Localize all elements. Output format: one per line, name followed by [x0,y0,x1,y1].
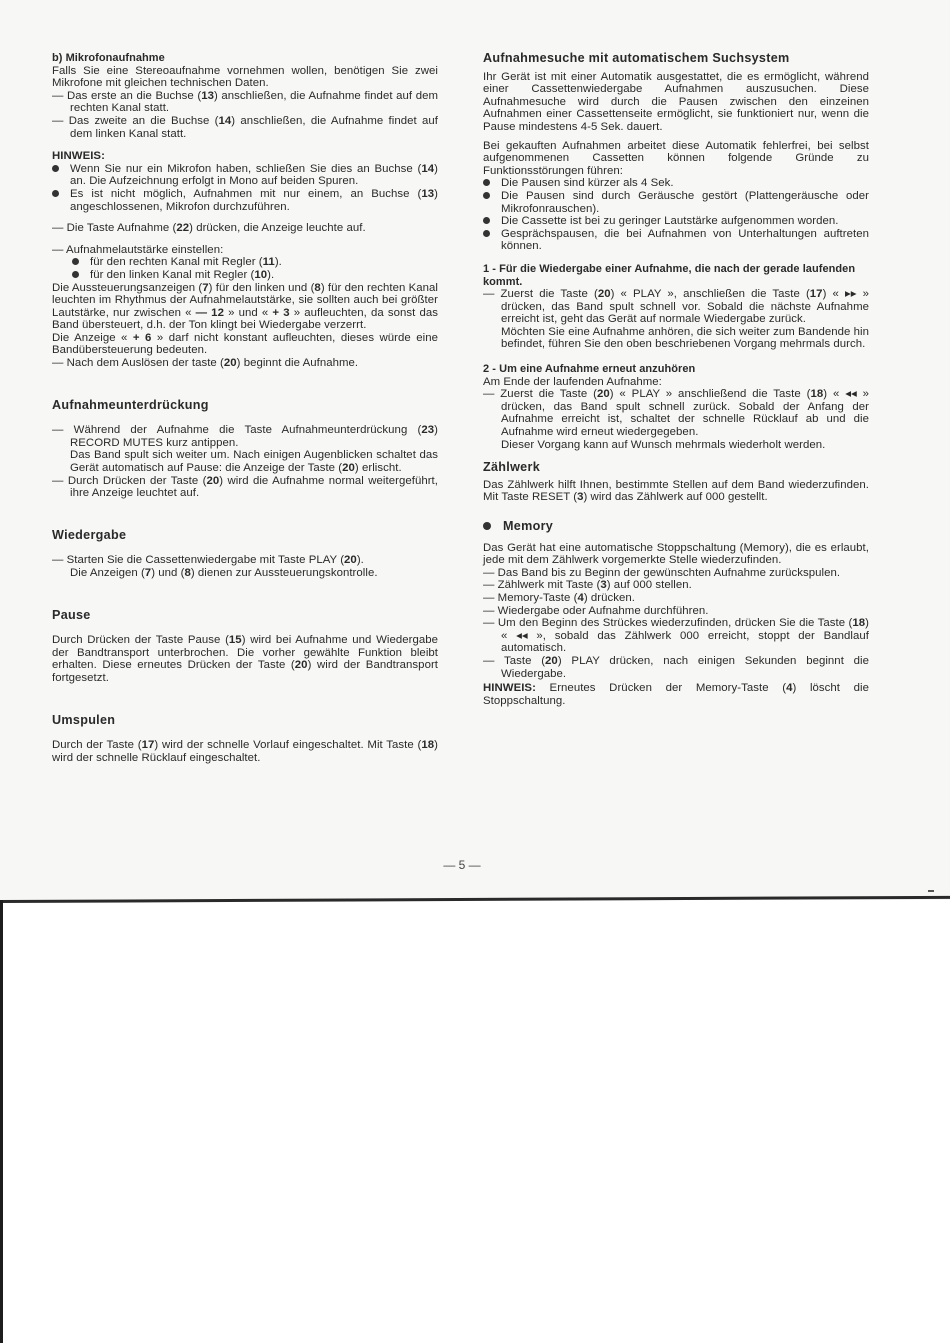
section-title-mikrofonaufnahme: b) Mikrofonaufnahme [52,52,165,64]
paragraph: Das Band spult sich weiter um. Nach einigen Augenblicken schaltet das Gerät automatisch auf Pause: die Anzeige der Taste (20) erlischt. [70,449,438,475]
paragraph: Am Ende der laufenden Aufnahme: [483,375,662,388]
paragraph: Das Zählwerk hilft Ihnen, bestimmte Stellen auf dem Band wiederzufinden. Mit Taste RESET (3) wird das Zählwerk auf 000 gestellt. [483,478,869,504]
paragraph: Das Gerät hat eine automatische Stoppschaltung (Memory), die es erlaubt, jede mit dem Zählwerk vorgemerkte Stelle wiederzufinden. [483,541,869,567]
list-item: — Taste (20) PLAY drücken, nach einigen Sekunden beginnt die Wiedergabe. [483,654,870,680]
list-item: — Nach dem Auslösen der taste (20) beginnt die Aufnahme. [52,357,359,370]
section-title-aufnahmeunterdrueckung: Aufnahmeunterdrückung [52,397,209,412]
paragraph: Die Anzeigen (7) und (8) dienen zur Aussteuerungskontrolle. [70,567,378,579]
section-title-wiedergabe: Wiedergabe [52,527,127,542]
bullet-icon [483,192,490,199]
section-title-pause: Pause [52,607,91,622]
section-title-aufnahmesuche: Aufnahmesuche mit automatischem Suchsystem [483,51,790,65]
bullet-icon [483,522,491,530]
list-item: — Zuerst die Taste (20) « PLAY », anschließen die Taste (17) « ▸▸ » drücken, das Band spult schnell vor. Sobald die nächste Aufnahme erreicht ist, geht das Gerät auf normale Wiedergabe zurück. [483,288,869,326]
list-item: — Um den Beginn des Strückes wiederzufinden, drücken Sie die Taste (18) « ◂◂ », sobald das Zählwerk 000 erreicht, stoppt der Bandlauf automatisch. [483,617,869,655]
list-item: Wenn Sie nur ein Mikrofon haben, schließen Sie dies an Buchse (14) an. Die Aufzeichnung erfolgt in Mono auf beiden Spuren. [52,163,438,188]
paragraph: Dieser Vorgang kann auf Wunsch mehrmals wiederholt werden. [501,438,826,451]
list-item: — Zählwerk mit Taste (3) auf 000 stellen. [483,579,692,592]
list-item: Die Pausen sind kürzer als 4 Sek. [483,177,869,190]
list-item: — Wiedergabe oder Aufnahme durchführen. [483,604,709,617]
list-item: Die Cassette ist bei zu geringer Lautstärke aufgenommen worden. [483,215,869,228]
bullet-icon [483,230,490,237]
paragraph: Die Aussteuerungsanzeigen (7) für den linken und (8) für den rechten Kanal leuchten im Rhythmus der Aufnahmelautstärke, sie sollten auch bei größter Lautstärke, nur zwischen « — 12 » und « + 3 » aufleuchten, da sonst das Band übersteuert, d.h. der Ton klingt bei Wiedergabe verzerrt. [52,281,439,332]
list-item: für den rechten Kanal mit Regler (11). [52,256,438,269]
paragraph: Möchten Sie eine Aufnahme anhören, die sich weiter zum Bandende hin befindet, führen Sie den oben beschriebenen Vorgang mehrmals durch. [501,325,869,351]
paragraph: Durch der Taste (17) wird der schnelle Vorlauf eingeschaltet. Mit Taste (18) wird der schnelle Rücklauf eingeschaltet. [52,739,438,764]
list-item: — Starten Sie die Cassettenwiedergabe mit Taste PLAY (20). [52,554,364,567]
bullet-icon [483,217,490,224]
section-title-zaehlwerk: Zählwerk [483,460,540,475]
list-item: — Zuerst die Taste (20) « PLAY » anschließend die Taste (18) « ◂◂ » drücken, das Band spult schnell zurück. Sobald der Anfang der Aufnahme erreicht ist, schaltet der schnelle Rücklauf ab und die Aufnahme wird erneut wiedergegeben. [483,388,869,439]
list-item: — Das Band bis zu Beginn der gewünschten Aufnahme zurückspulen. [483,566,841,579]
page-number: — 5 — [443,858,481,872]
paragraph: Falls Sie eine Stereoaufnahme vornehmen wollen, benötigen Sie zwei Mikrofone mit gleichen technischen Daten. [52,64,438,90]
list-item: — Die Taste Aufnahme (22) drücken, die Anzeige leuchte auf. [52,222,366,235]
list-item: — Das erste an die Buchse (13) anschließen, die Aufnahme findet auf dem rechten Kanal statt. [52,89,438,115]
list-item: — Durch Drücken der Taste (20) wird die Aufnahme normal weitergeführt, ihre Anzeige leuchtet auf. [52,474,438,500]
list-item: — Memory-Taste (4) drücken. [483,591,636,604]
page-edge-left [0,900,3,1343]
list-item: Es ist nicht möglich, Aufnahmen mit nur einem, an Buchse (13) angeschlossenen, Mikrofon durchzuführen. [52,188,438,213]
paragraph: Ihr Gerät ist mit einer Automatik ausgestattet, die es ermöglicht, während einer Cassettenwiedergabe Aufnahmen auszusuchen. Diese Aufnahmesuche wird durch die Pausen zwischen den einzeinen Aufnahmen einer Cassettenseite ermöglicht, sie funktioniert nur, wenn die Pause mindestens 4-5 Sek. dauert. [483,70,869,133]
list-item: Gesprächspausen, die bei Aufnahmen von Unterhaltungen auftreten können. [483,228,869,253]
scan-mark [928,890,934,892]
bullet-icon [72,271,79,278]
subsection-title: 2 - Um eine Aufnahme erneut anzuhören [483,363,696,376]
paragraph: Durch Drücken der Taste Pause (15) wird bei Aufnahme und Wiedergabe der Bandtransport unterbrochen. Die vorher gewählte Funktion bleibt erhalten. Diese erneutes Drücken der Taste (20) wird der Bandtransport fortgesetzt. [52,634,439,684]
list-item: Die Pausen sind durch Geräusche gestört (Plattengeräusche oder Mikrofonrauschen). [483,190,869,215]
bullet-icon [52,165,59,172]
section-title-memory: Memory [483,520,869,533]
bullet-icon [52,190,59,197]
note-label: HINWEIS: [52,150,105,163]
left-column [52,52,438,764]
section-title-umspulen: Umspulen [52,712,116,727]
list-item: — Während der Aufnahme die Taste Aufnahmeunterdrückung (23) RECORD MUTES kurz antippen. [52,424,438,449]
subsection-title: 1 - Für die Wiedergabe einer Aufnahme, die nach der gerade laufenden kommt. [483,262,856,288]
list-item: — Aufnahmelautstärke einstellen: [52,243,224,256]
right-column [483,52,869,707]
paragraph: Bei gekauften Aufnahmen arbeitet diese Automatik fehlerfrei, bei selbst aufgenommenen Cassetten können folgende Gründe zu Funktionsstörungen führen: [483,139,869,177]
list-item: — Das zweite an die Buchse (14) anschließen, die Aufnahme findet auf dem linken Kanal statt. [52,114,439,140]
bullet-icon [72,258,79,265]
paragraph: HINWEIS: Erneutes Drücken der Memory-Taste (4) löscht die Stoppschaltung. [483,682,869,707]
bullet-icon [483,179,490,186]
paragraph: Die Anzeige « + 6 » darf nicht konstant aufleuchten, dieses würde eine Bandübersteuerung bedeuten. [52,331,438,357]
list-item: für den linken Kanal mit Regler (10). [52,269,438,282]
